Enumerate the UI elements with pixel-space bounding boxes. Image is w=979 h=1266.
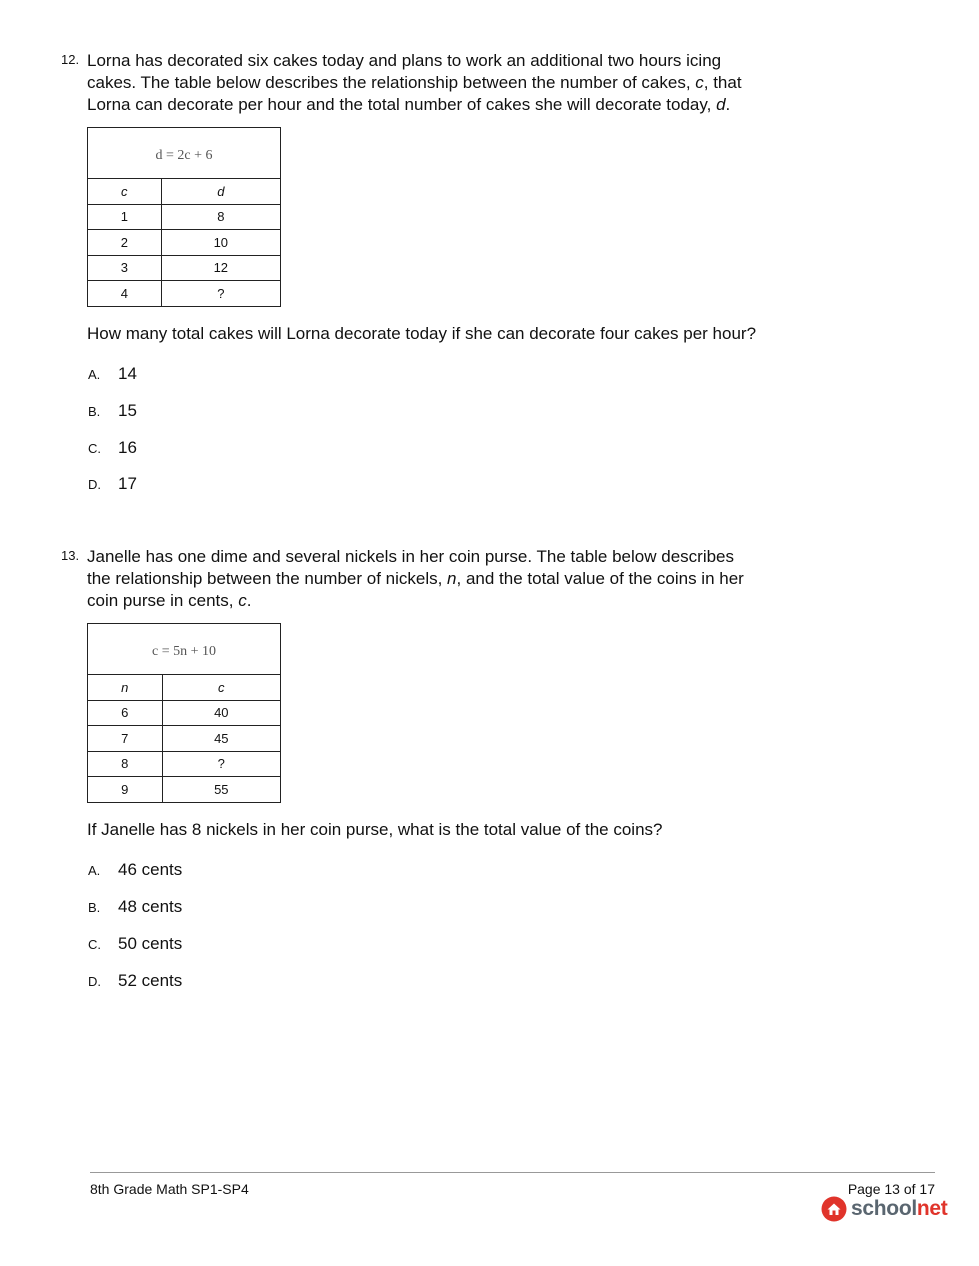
table-cell: 2: [88, 230, 162, 256]
footer-divider: [90, 1172, 935, 1173]
table-cell: 40: [162, 700, 280, 726]
logo-wordmark: schoolnet: [851, 1197, 948, 1220]
column-header: c: [162, 675, 280, 701]
table-cell: 7: [88, 726, 163, 752]
question-prompt: How many total cakes will Lorna decorate today if she can decorate four cakes per hour?: [87, 324, 757, 343]
table-row: [88, 281, 281, 307]
table-cell: ?: [161, 281, 280, 307]
formula: c = 5n + 10: [88, 624, 281, 675]
column-header: c: [88, 179, 162, 205]
choice-letter: C.: [88, 441, 101, 456]
table-row: [88, 700, 281, 726]
function-table: [87, 127, 281, 307]
question-text: Janelle has one dime and several nickels in her coin purse. The table below describes the relationship between the number of nickels, n, and the total value of the coins in her coin purse in cents, c.: [87, 547, 744, 610]
formula: d = 2c + 6: [88, 128, 281, 179]
choice-letter: D.: [88, 477, 101, 492]
table-cell: ?: [162, 751, 280, 777]
table-row: [88, 777, 281, 803]
footer-course-title: 8th Grade Math SP1-SP4: [90, 1181, 249, 1197]
choice-letter: B.: [88, 900, 101, 915]
table-cell: 3: [88, 255, 162, 281]
choice-letter: A.: [88, 367, 101, 382]
table-row: [88, 726, 281, 752]
page-number: Page 13 of 17: [847, 1181, 935, 1197]
choice-value: 52 cents: [118, 971, 183, 990]
choice-letter: B.: [88, 404, 101, 419]
column-header: n: [88, 675, 163, 701]
question-text: Lorna has decorated six cakes today and plans to work an additional two hours icing cakes. The table below describes the relationship between the number of cakes, c, that Lorna can decorate per hour and the total number of cakes she will decorate today, d.: [87, 51, 742, 114]
table-cell: 45: [162, 726, 280, 752]
table-cell: 12: [161, 255, 280, 281]
question-number: 12.: [61, 52, 80, 67]
choice-value: 15: [118, 401, 137, 420]
choice-value: 46 cents: [118, 860, 183, 879]
choice-letter: D.: [88, 974, 101, 989]
house-icon: [821, 1196, 847, 1222]
question-prompt: If Janelle has 8 nickels in her coin purse, what is the total value of the coins?: [87, 820, 663, 839]
choice-letter: A.: [88, 863, 101, 878]
table-cell: 8: [88, 751, 163, 777]
function-table: [87, 623, 281, 803]
table-cell: 1: [88, 204, 162, 230]
table-cell: 9: [88, 777, 163, 803]
choice-value: 17: [118, 474, 137, 493]
choice-value: 16: [118, 438, 137, 457]
table-cell: 4: [88, 281, 162, 307]
table-row: [88, 751, 281, 777]
choice-value: 50 cents: [118, 934, 183, 953]
table-cell: 6: [88, 700, 163, 726]
table-row: [88, 230, 281, 256]
column-header: d: [161, 179, 280, 205]
choice-letter: C.: [88, 937, 101, 952]
question-number: 13.: [61, 548, 80, 563]
schoolnet-logo: [821, 1196, 948, 1222]
table-cell: 10: [161, 230, 280, 256]
choice-value: 48 cents: [118, 897, 183, 916]
table-cell: 55: [162, 777, 280, 803]
table-row: [88, 255, 281, 281]
table-row: [88, 204, 281, 230]
table-cell: 8: [161, 204, 280, 230]
choice-value: 14: [118, 364, 137, 383]
